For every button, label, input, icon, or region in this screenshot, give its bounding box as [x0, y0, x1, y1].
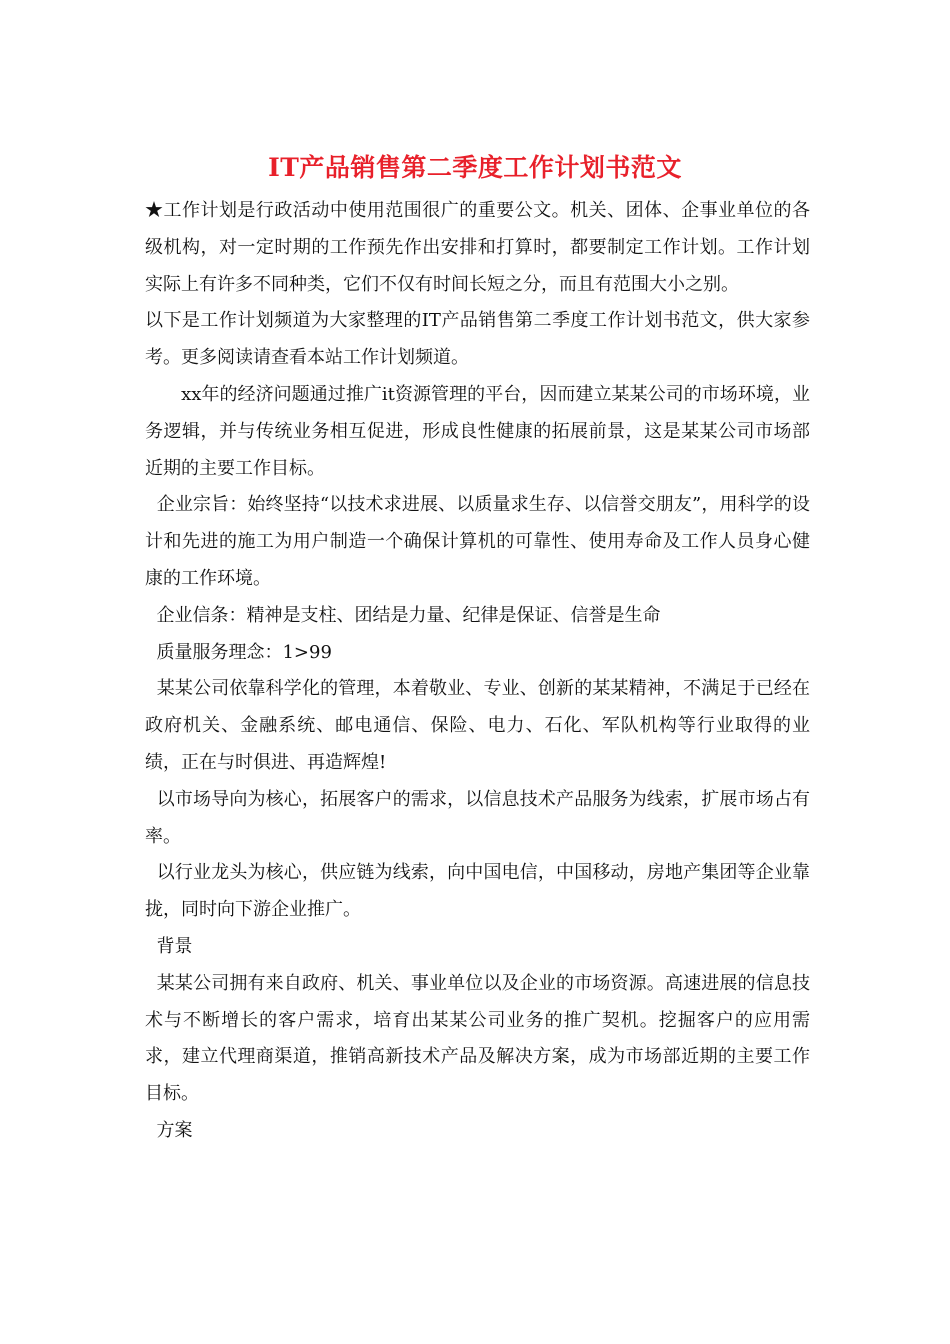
- document-title: IT产品销售第二季度工作计划书范文: [268, 153, 682, 182]
- paragraph-editor-note: 以下是工作计划频道为大家整理的IT产品销售第二季度工作计划书范文，供大家参考。更多阅读请查看本站工作计划频道。: [145, 310, 810, 369]
- paragraph-intro: ★工作计划是行政活动中使用范围很广的重要公文。机关、团体、企事业单位的各级机构，对一定时期的工作预先作出安排和打算时，都要制定工作计划。工作计划实际上有许多不同种类，它们不仅有时间长短之分，而且有范围大小之别。: [145, 200, 810, 295]
- paragraph-service-philosophy: 质量服务理念：1>99: [145, 641, 332, 663]
- paragraph-purpose: 企业宗旨：始终坚持“以技术求进展、以质量求生存、以信誉交朋友”，用科学的设计和先进的施工为用户制造一个确保计算机的可靠性、使用寿命及工作人员身心健康的工作环境。: [145, 494, 810, 589]
- paragraph-creed: 企业信条：精神是支柱、团结是力量、纪律是保证、信誉是生命: [145, 604, 661, 626]
- section-heading-background: 背景: [145, 935, 193, 957]
- paragraph-background: 某某公司拥有来自政府、机关、事业单位以及企业的市场资源。高速进展的信息技术与不断增长的客户需求，培育出某某公司业务的推广契机。挖掘客户的应用需求，建立代理商渠道，推销高新技术产品及解决方案，成为市场部近期的主要工作目标。: [145, 972, 810, 1105]
- paragraph-management: 某某公司依靠科学化的管理，本着敬业、专业、创新的某某精神，不满足于已经在政府机关、金融系统、邮电通信、保险、电力、石化、军队机构等行业取得的业绩，正在与时俱进、再造辉煌!: [145, 678, 810, 773]
- document-body: [145, 193, 810, 1150]
- paragraph-industry-core: 以行业龙头为核心，供应链为线索，向中国电信，中国移动，房地产集团等企业靠拢，同时向下游企业推广。: [145, 862, 810, 921]
- section-heading-plan: 方案: [145, 1119, 193, 1141]
- paragraph-goal: xx年的经济问题通过推广it资源管理的平台，因而建立某某公司的市场环境，业务逻辑，并与传统业务相互促进，形成良性健康的拓展前景，这是某某公司市场部近期的主要工作目标。: [145, 383, 810, 479]
- paragraph-market-core: 以市场导向为核心，拓展客户的需求，以信息技术产品服务为线索，扩展市场占有率。: [145, 788, 810, 847]
